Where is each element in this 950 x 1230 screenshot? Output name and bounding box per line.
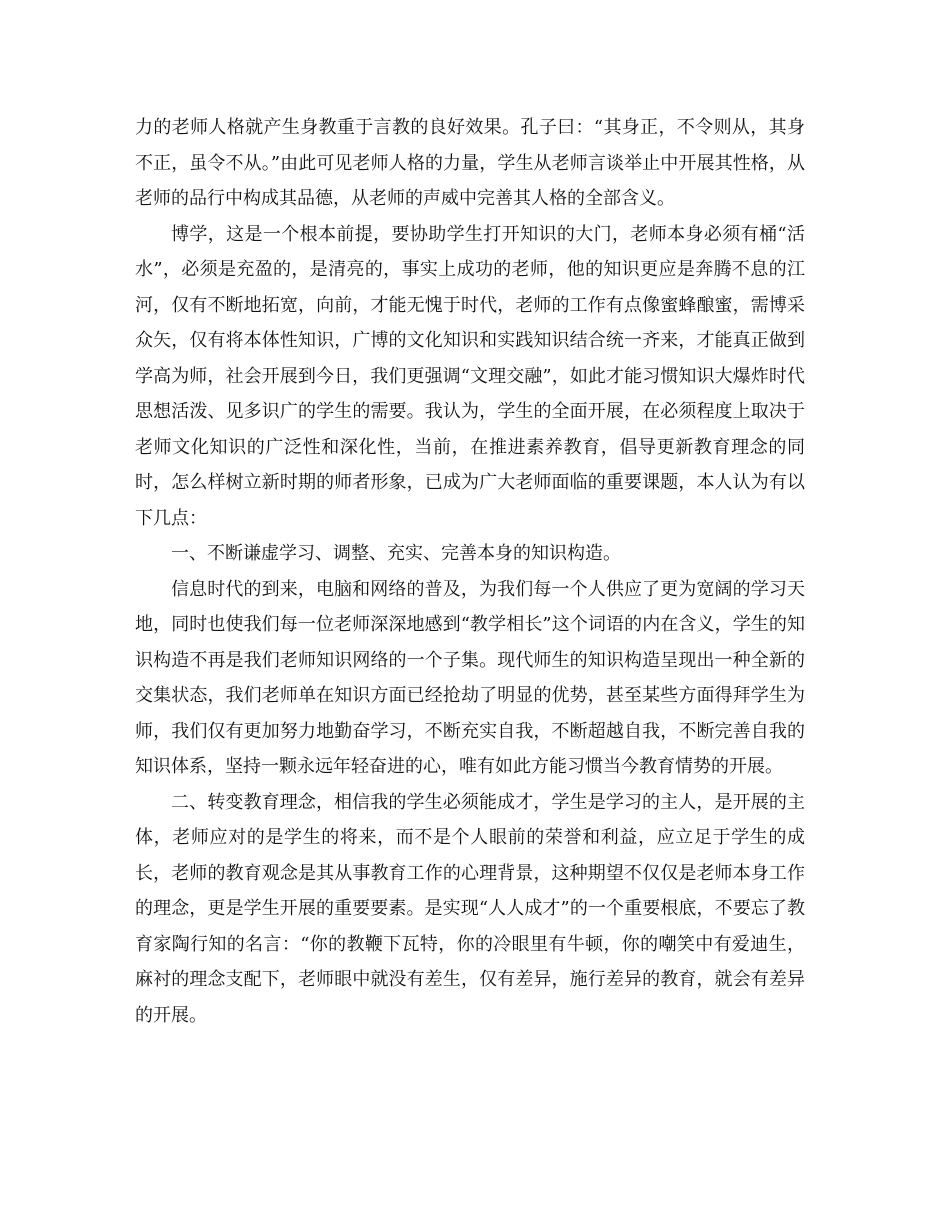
document-body	[135, 110, 805, 1033]
paragraph-information-age: 信息时代的到来，电脑和网络的普及，为我们每一个人供应了更为宽阔的学习天地，同时也使我们每一位老师深深地感到“教学相长”这个词语的内在含义，学生的知识构造不再是我们老师知识网络的一个子集。现代师生的知识构造呈现出一种全新的交集状态，我们老师单在知识方面已经抢劫了明显的优势，甚至某些方面得拜学生为师，我们仅有更加努力地勤奋学习，不断充实自我，不断超越自我，不断完善自我的知识体系，坚持一颗永远年轻奋进的心，唯有如此方能习惯当今教育情势的开展。	[135, 578, 805, 777]
paragraph-point-one: 一、不断谦虚学习、调整、充实、完善本身的知识构造。	[171, 543, 621, 564]
paragraph-continued: 力的老师人格就产生身教重于言教的良好效果。孔子曰：“其身正，不令则从，其身不正，虽令不从。”由此可见老师人格的力量，学生从老师言谈举止中开展其性格，从老师的品行中构成其品德，从老师的声威中完善其人格的全部含义。	[135, 117, 805, 209]
paragraph-point-two: 二、转变教育理念，相信我的学生必须能成才，学生是学习的主人，是开展的主体，老师应对的是学生的将来，而不是个人眼前的荣誉和利益，应立足于学生的成长，老师的教育观念是其从事教育工作的心理背景，这种期望不仅仅是老师本身工作的理念，更是学生开展的重要要素。是实现“人人成才”的一个重要根底，不要忘了教育家陶行知的名言：“你的教鞭下瓦特，你的冷眼里有牛顿，你的嘲笑中有爱迪生，麻衬的理念支配下，老师眼中就没有差生，仅有差异，施行差异的教育，就会有差异的开展。	[135, 791, 805, 1026]
paragraph-erudition: 博学，这是一个根本前提，要协助学生打开知识的大门，老师本身必须有桶“活水”，必须是充盈的，是清亮的，事实上成功的老师，他的知识更应是奔腾不息的江河，仅有不断地拓宽，向前，才能无愧于时代，老师的工作有点像蜜蜂酿蜜，需博采众矢，仅有将本体性知识，广博的文化知识和实践知识结合统一齐来，才能真正做到学高为师，社会开展到今日，我们更强调“文理交融”，如此才能习惯知识大爆炸时代思想活泼、见多识广的学生的需要。我认为，学生的全面开展，在必须程度上取决于老师文化知识的广泛性和深化性，当前，在推进素养教育，倡导更新教育理念的同时，怎么样树立新时期的师者形象，已成为广大老师面临的重要课题，本人认为有以下几点：	[135, 223, 805, 529]
